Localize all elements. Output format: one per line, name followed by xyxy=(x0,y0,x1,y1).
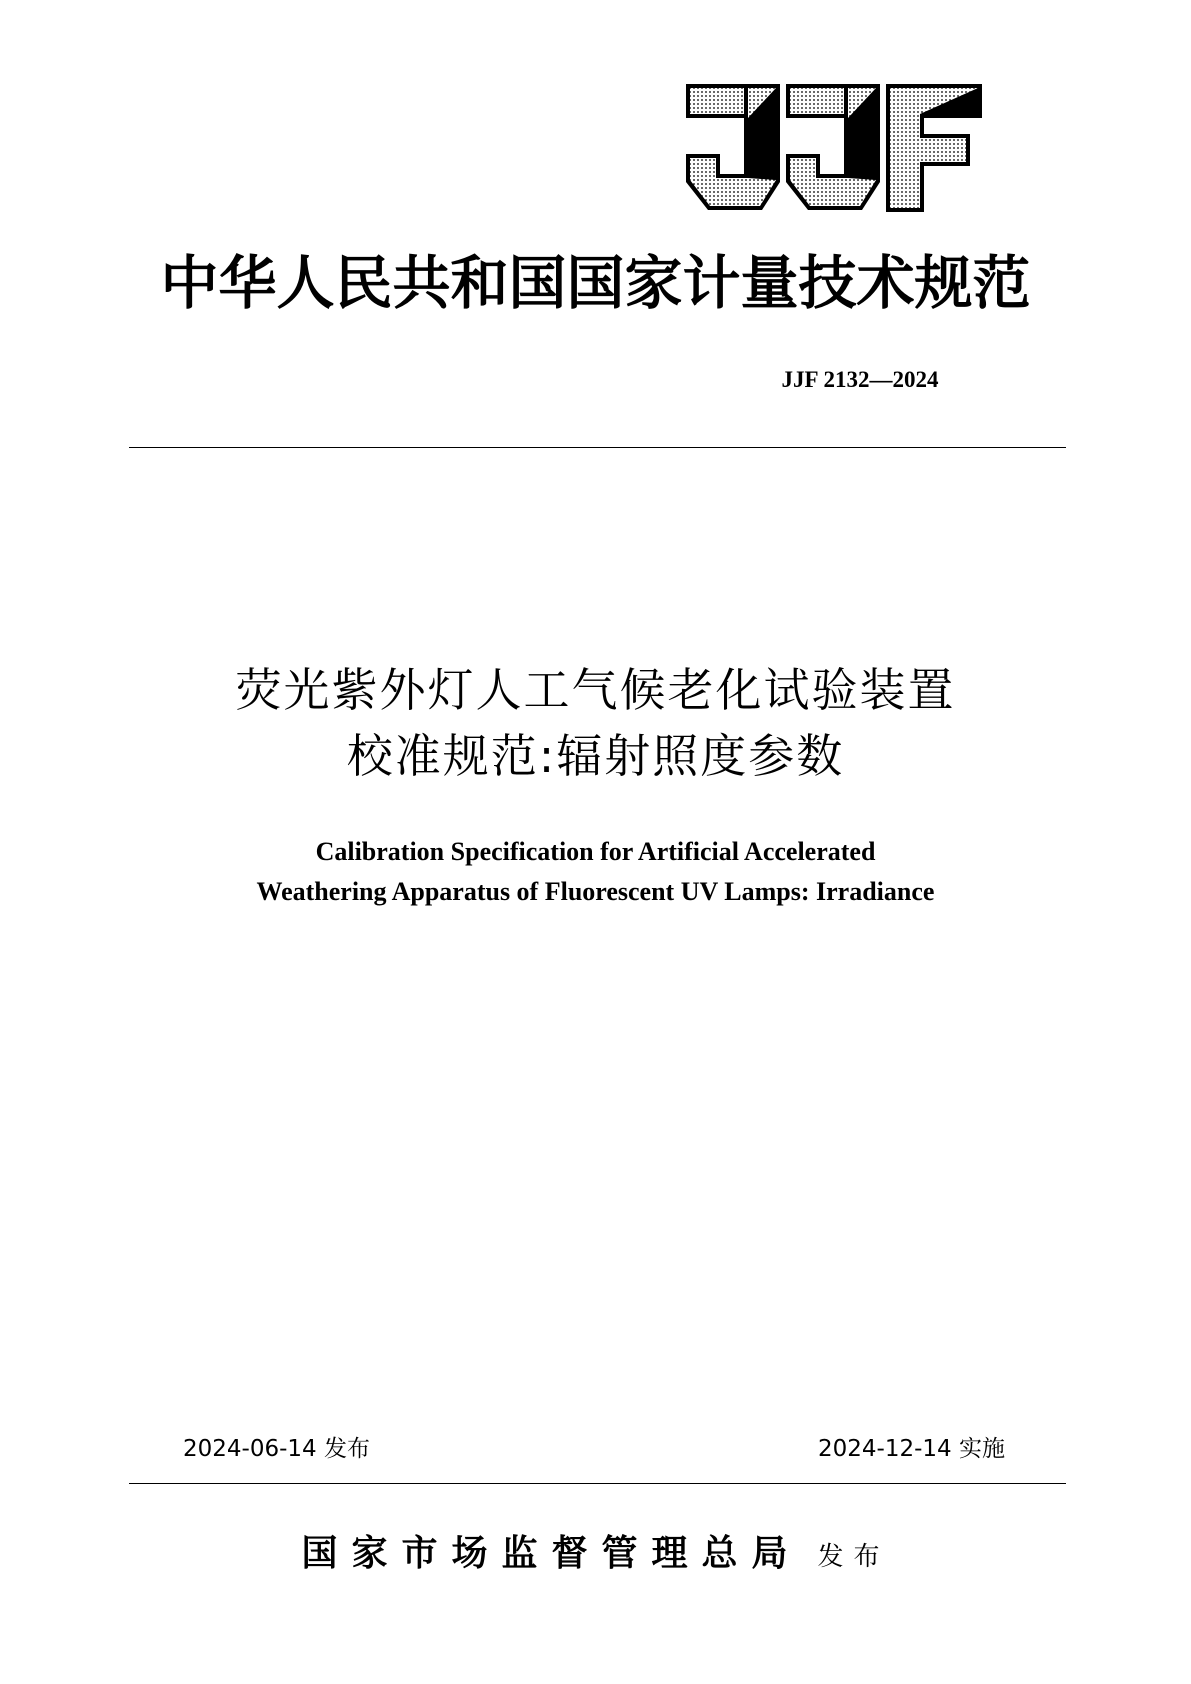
publisher-organization: 国家市场监督管理总局 xyxy=(301,1532,802,1574)
main-title: 中华人民共和国国家计量技术规范 xyxy=(160,249,1031,317)
top-divider xyxy=(129,447,1066,448)
en-title-line1: Calibration Specification for Artificial Accelerated xyxy=(315,837,876,866)
implement-date: 2024-12-14 实施 xyxy=(818,1436,1005,1462)
bottom-divider xyxy=(129,1483,1066,1484)
standard-code: JJF 2132—2024 xyxy=(781,367,939,392)
en-title-line2: Weathering Apparatus of Fluorescent UV Lamps: Irradiance xyxy=(256,877,935,906)
issue-date: 2024-06-14 发布 xyxy=(183,1436,370,1462)
publisher-verb: 发布 xyxy=(817,1542,890,1572)
publisher xyxy=(120,1528,1071,1585)
cn-title-line1: 荧光紫外灯人工气候老化试验装置 xyxy=(235,663,956,717)
logo-text xyxy=(684,82,984,217)
cn-title-line2: 校准规范:辐射照度参数 xyxy=(346,729,845,783)
